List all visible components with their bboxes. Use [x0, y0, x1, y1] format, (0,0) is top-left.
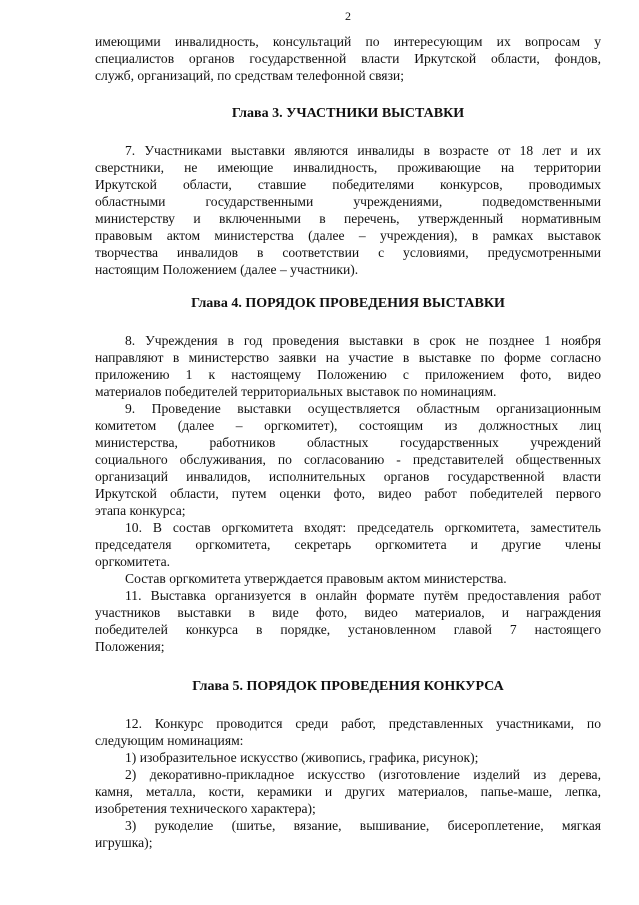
chapter-4-heading: Глава 4. ПОРЯДОК ПРОВЕДЕНИЯ ВЫСТАВКИ: [191, 296, 505, 311]
intro-paragraph: [95, 33, 601, 84]
text-line: направляют в министерство заявки на участие в выставке по форме согласно: [95, 350, 601, 365]
text-line: специалистов органов государственной власти Иркутской области, фондов,: [95, 51, 601, 66]
text-line: приложению 1 к настоящему Положению с приложением фото, видео: [95, 367, 601, 382]
chapter-3-heading: Глава 3. УЧАСТНИКИ ВЫСТАВКИ: [231, 106, 465, 121]
page-number: 2: [345, 9, 351, 23]
text-line: игрушка);: [95, 835, 153, 850]
text-line: следующим номинациям:: [95, 733, 244, 748]
text-line: 8. Учреждения в год проведения выставки в срок не позднее 1 ноября: [125, 333, 601, 348]
text-line: Иркутской области, ставшие победителями конкурсов, проводимых: [95, 177, 601, 192]
text-line: 11. Выставка организуется в онлайн формате путём предоставления работ: [125, 588, 601, 603]
text-line: оргкомитета.: [95, 554, 171, 569]
text-line: служб, организаций, по средствам телефонной связи;: [95, 68, 404, 83]
text-line: министерству и включенными в перечень, утвержденный нормативным: [95, 211, 601, 226]
text-line: творчества инвалидов в соответствии с условиями, предусмотренными: [95, 245, 601, 260]
text-line: победителей конкурса в порядке, установленном главой 7 настоящего: [95, 622, 601, 637]
text-line: участников выставки в виде фото, видео материалов, и награждения: [95, 605, 601, 620]
text-line: имеющими инвалидность, консультаций по интересующим их вопросам у: [95, 34, 601, 49]
text-line: организаций инвалидов, исполнительных органов государственной власти: [95, 469, 601, 484]
text-line: 1) изобразительное искусство (живопись, графика, рисунок);: [125, 750, 479, 765]
chapter-5-heading: Глава 5. ПОРЯДОК ПРОВЕДЕНИЯ КОНКУРСА: [192, 679, 504, 694]
text-line: 9. Проведение выставки осуществляется областным организационным: [125, 401, 601, 416]
text-line: областными государственными учреждениями, подведомственными: [95, 194, 601, 209]
text-line: правовым актом министерства (далее – учреждения), в рамках выставок: [95, 228, 601, 243]
text-line: камня, металла, кости, керамики и других материалов, папье-маше, лепка,: [95, 784, 601, 799]
text-line: этапа конкурса;: [95, 503, 186, 518]
text-line: 7. Участниками выставки являются инвалиды в возрасте от 18 лет и их: [125, 143, 601, 158]
text-line: сверстники, не имеющие инвалидность, проживающие на территории: [95, 160, 601, 175]
text-line: настоящим Положением (далее – участники).: [95, 262, 359, 277]
text-line: 12. Конкурс проводится среди работ, представленных участниками, по: [125, 716, 601, 731]
text-line: социального обслуживания, по согласованию - представителей общественных: [95, 452, 601, 467]
text-line: 10. В состав оргкомитета входят: председатель оргкомитета, заместитель: [125, 520, 601, 535]
text-line: Положения;: [95, 639, 165, 654]
text-line: 3) рукоделие (шитье, вязание, вышивание, бисероплетение, мягкая: [125, 818, 601, 833]
chapter-3-text: [95, 142, 601, 278]
text-line: изобретения технического характера);: [95, 801, 316, 816]
text-line: 2) декоративно-прикладное искусство (изготовление изделий из дерева,: [125, 767, 601, 782]
text-line: Состав оргкомитета утверждается правовым актом министерства.: [125, 571, 507, 586]
text-line: Иркутской области, путем оценки фото, видео работ победителей первого: [95, 486, 601, 501]
text-line: комитетом (далее – оргкомитет), состоящим из должностных лиц: [95, 418, 601, 433]
chapter-5-text: [95, 715, 601, 851]
text-line: материалов победителей территориальных выставок по номинациям.: [95, 384, 497, 399]
chapter-4-text: [95, 332, 601, 655]
text-line: министерства, работников областных государственных учреждений: [95, 435, 601, 450]
text-line: председателя оргкомитета, секретарь оргкомитета и другие члены: [95, 537, 601, 552]
